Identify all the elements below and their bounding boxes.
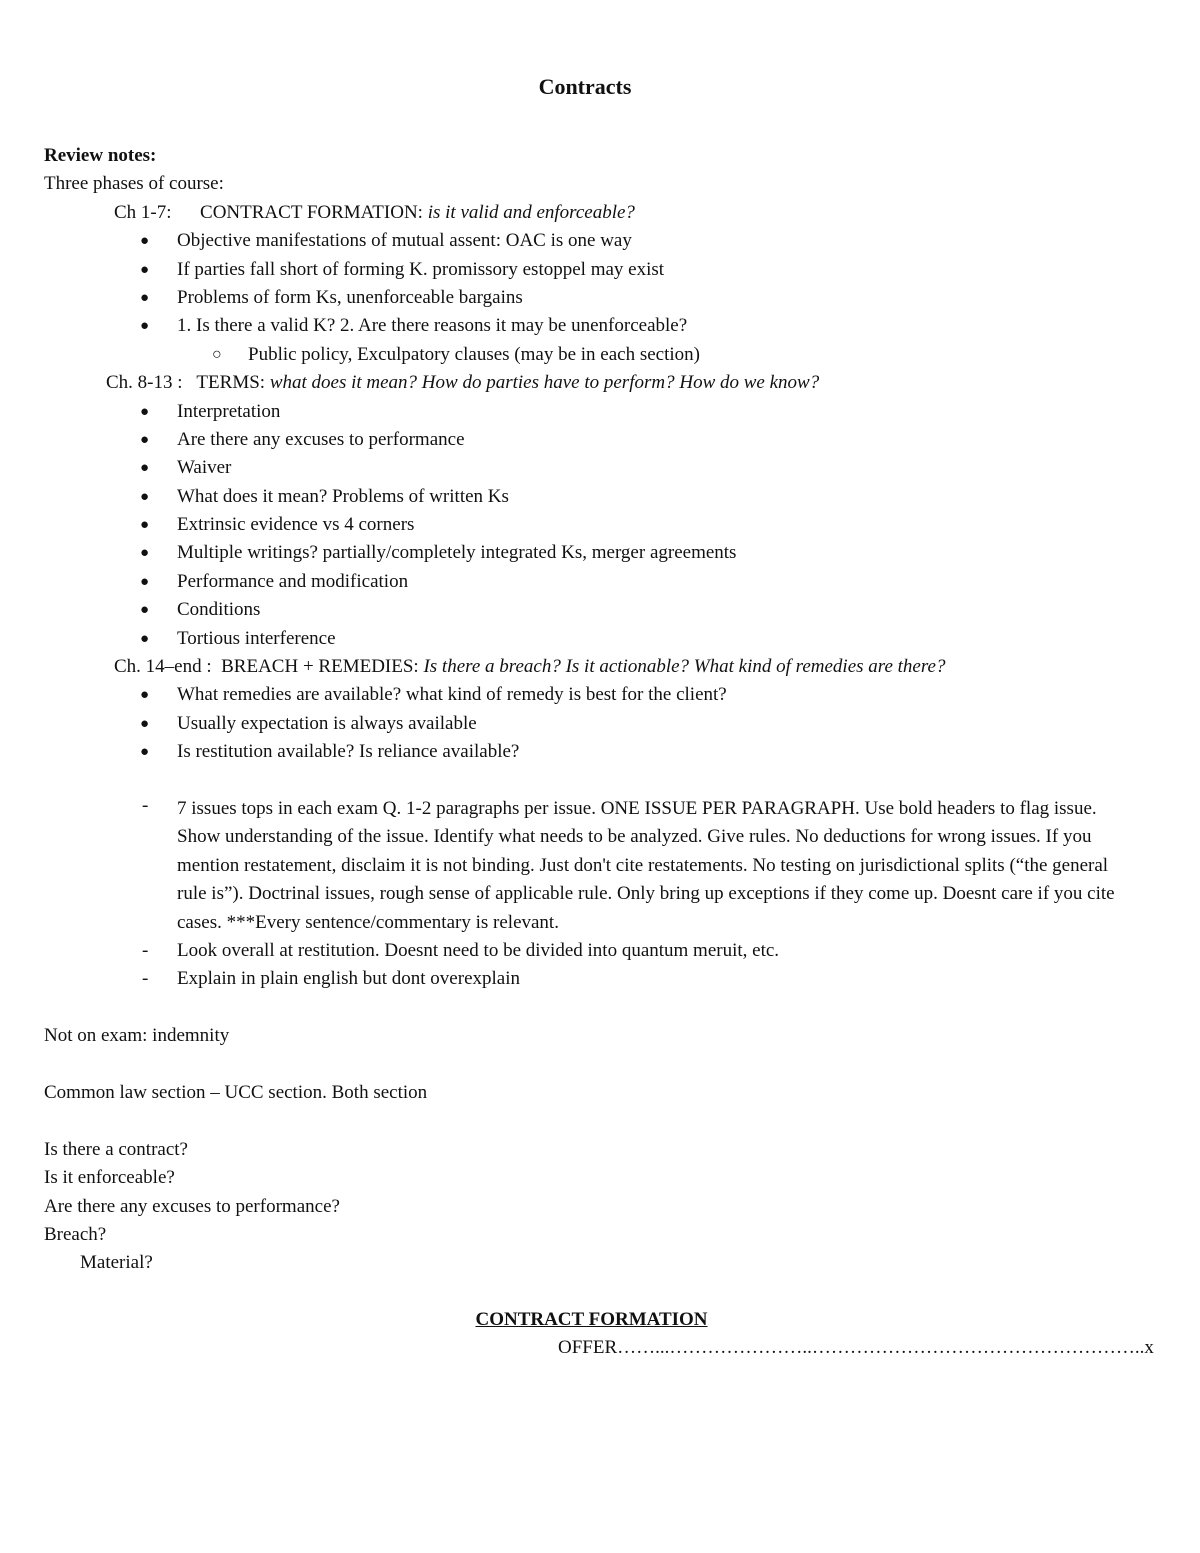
document-body xyxy=(44,142,1154,1363)
list-item-text: Conditions xyxy=(177,599,261,621)
list-item-text: Waiver xyxy=(177,457,232,479)
bullet-icon: ● xyxy=(140,318,150,335)
bullet-icon: ● xyxy=(140,488,150,505)
list-item-text: Usually expectation is always available xyxy=(177,712,477,734)
list-item-text: What remedies are available? what kind of remedy is best for the client? xyxy=(177,684,727,706)
bullet-icon: ● xyxy=(140,403,150,420)
list-item xyxy=(44,625,1154,653)
bullet-icon: ● xyxy=(140,517,150,534)
list-item-text: If parties fall short of forming K. promissory estoppel may exist xyxy=(177,258,665,280)
exam-note xyxy=(44,937,1154,965)
list-item xyxy=(44,710,1154,738)
list-item-text: Problems of form Ks, unenforceable bargains xyxy=(177,286,523,308)
page-title: Contracts xyxy=(538,74,632,99)
list-item xyxy=(44,312,1154,340)
dash-icon: - xyxy=(142,794,149,816)
bullet-icon: ● xyxy=(140,602,150,619)
phase1-label: Ch 1-7: CONTRACT FORMATION: xyxy=(114,201,428,223)
not-on-exam: Not on exam: indemnity xyxy=(44,1025,230,1047)
spacer xyxy=(44,1278,1154,1306)
question-line: Is there a contract? xyxy=(44,1138,188,1160)
list-item-text: What does it mean? Problems of written Ks xyxy=(177,485,509,507)
bullet-icon: ● xyxy=(140,744,150,761)
bullet-icon: ● xyxy=(140,431,150,448)
list-item xyxy=(44,227,1154,255)
sections-line: Common law section – UCC section. Both section xyxy=(44,1081,428,1103)
bullet-icon: ● xyxy=(140,715,150,732)
list-item xyxy=(44,454,1154,482)
phase2-label: Ch. 8-13 : TERMS: xyxy=(106,372,270,394)
phase2-question: what does it mean? How do parties have to perform? How do we know? xyxy=(269,372,820,394)
bullet-icon: ● xyxy=(140,573,150,590)
phase3-question: Is there a breach? Is it actionable? What kind of remedies are there? xyxy=(423,656,946,678)
sub-bullet-icon: ○ xyxy=(212,345,222,363)
list-item xyxy=(44,681,1154,709)
exam-note-text: Look overall at restitution. Doesnt need to be divided into quantum meruit, etc. xyxy=(177,940,780,962)
question-line: Is it enforceable? xyxy=(44,1167,175,1189)
dash-icon: - xyxy=(142,940,149,962)
bullet-icon: ● xyxy=(140,687,150,704)
list-item-text: Multiple writings? partially/completely integrated Ks, merger agreements xyxy=(177,542,737,564)
review-heading: Review notes: xyxy=(44,145,157,166)
spacer xyxy=(44,994,1154,1022)
list-item-text: Interpretation xyxy=(177,400,281,422)
list-item-text: Objective manifestations of mutual assent: OAC is one way xyxy=(177,230,632,252)
list-item-text: Extrinsic evidence vs 4 corners xyxy=(177,514,415,536)
phase3-heading xyxy=(44,653,1154,681)
list-item-text: 1. Is there a valid K? 2. Are there reasons it may be unenforceable? xyxy=(177,315,688,337)
bullet-icon: ● xyxy=(140,630,150,647)
spacer xyxy=(44,1051,1154,1079)
sub-list-item-text: Public policy, Exculpatory clauses (may be in each section) xyxy=(248,343,700,365)
list-item-text: Is restitution available? Is reliance available? xyxy=(177,741,520,763)
bullet-icon: ● xyxy=(140,289,150,306)
material-line: Material? xyxy=(80,1252,153,1274)
list-item xyxy=(44,398,1154,426)
phase1-question: is it valid and enforceable? xyxy=(427,201,635,223)
offer-line: OFFER……...…………………..……………………………………………..x xyxy=(558,1337,1154,1359)
exam-note xyxy=(44,795,1154,937)
bullet-icon: ● xyxy=(140,460,150,477)
spacer xyxy=(44,767,1154,795)
exam-note-text: 7 issues tops in each exam Q. 1-2 paragraphs per issue. ONE ISSUE PER PARAGRAPH. Use bold headers to flag issue. Show understanding of the issue. Identify what needs to be analyzed. Give rules. No deductions for wrong issues. If you mention restatement, disclaim it is not binding. Just don't cite restatements. No testing on jurisdictional splits (“the general rule is”). Doctrinal issues, rough sense of applicable rule. Only bring up exceptions if they come up. Doesnt care if you cite cases. ***Every sentence/commentary is relevant. xyxy=(177,797,1115,933)
list-item xyxy=(44,284,1154,312)
list-item xyxy=(44,596,1154,624)
list-item-text: Tortious interference xyxy=(177,627,336,649)
question-line: Are there any excuses to performance? xyxy=(44,1195,340,1217)
list-item xyxy=(44,539,1154,567)
intro-line: Three phases of course: xyxy=(44,173,224,195)
phase1-heading xyxy=(44,199,1154,227)
spacer xyxy=(44,1107,1154,1135)
list-item-text: Performance and modification xyxy=(177,570,409,592)
list-item xyxy=(44,483,1154,511)
list-item xyxy=(44,256,1154,284)
list-item-text: Are there any excuses to performance xyxy=(177,428,465,450)
question-line: Breach? xyxy=(44,1223,107,1245)
exam-note xyxy=(44,965,1154,993)
list-item xyxy=(44,568,1154,596)
phase2-heading xyxy=(44,369,1154,397)
list-item xyxy=(44,511,1154,539)
bullet-icon: ● xyxy=(140,261,150,278)
list-item xyxy=(44,426,1154,454)
exam-note-text: Explain in plain english but dont overexplain xyxy=(177,968,520,990)
phase3-label: Ch. 14–end : BREACH + REMEDIES: xyxy=(114,656,424,678)
section-heading: CONTRACT FORMATION xyxy=(475,1309,708,1331)
bullet-icon: ● xyxy=(140,233,150,250)
sub-list-item xyxy=(44,341,1154,369)
dash-icon: - xyxy=(142,968,149,990)
list-item xyxy=(44,738,1154,766)
bullet-icon: ● xyxy=(140,545,150,562)
